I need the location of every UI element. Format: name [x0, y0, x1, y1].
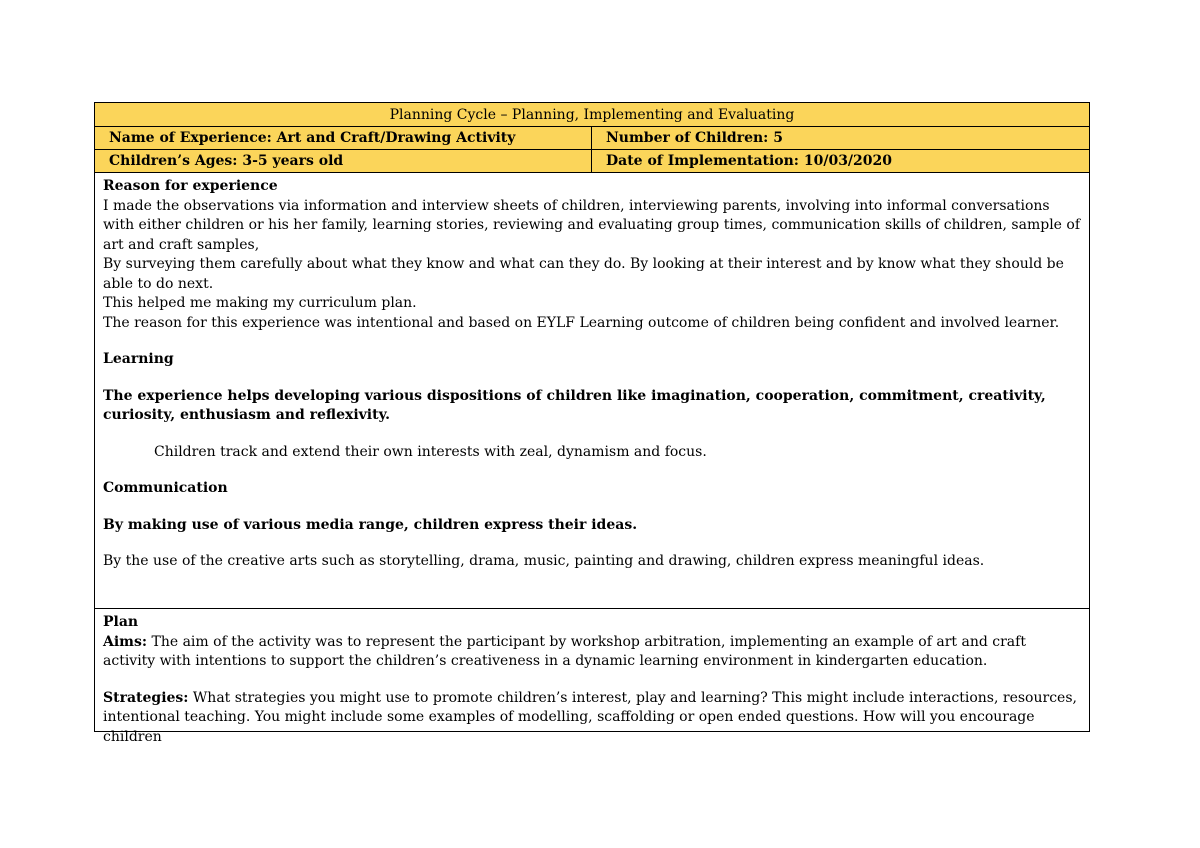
learning-heading: Learning	[103, 351, 174, 367]
experience-info-row	[95, 127, 1089, 150]
strategies-text: What strategies you might use to promote children’s interest, play and learning? This might include interactions, resources, intentional teaching. You might include some examples of modelling, scaffolding or open ended questions. How will you encourage children	[103, 689, 1077, 745]
reason-paragraph: By surveying them carefully about what they know and what can they do. By looking at their interest and by know what they should be able to do next.	[103, 256, 1064, 292]
aims-text: The aim of the activity was to represent the participant by workshop arbitration, implementing an example of art and craft activity with intentions to support the children’s creativeness in a dynamic learning environment in kindergarten education.	[103, 633, 1026, 669]
childrens-ages-cell: Children’s Ages: 3-5 years old	[95, 150, 592, 172]
communication-heading: Communication	[103, 480, 228, 496]
reason-paragraph: The reason for this experience was intentional and based on EYLF Learning outcome of children being confident and involved learner.	[103, 314, 1060, 331]
date-of-implementation-cell: Date of Implementation: 10/03/2020	[606, 153, 893, 169]
plan-strategies-paragraph	[103, 689, 1081, 748]
plan-section	[95, 609, 1089, 747]
reason-paragraph: This helped me making my curriculum plan.	[103, 295, 417, 311]
table-title: Planning Cycle – Planning, Implementing and Evaluating	[389, 106, 795, 123]
table-title-row	[95, 103, 1089, 127]
age-date-row	[95, 150, 1089, 173]
reason-paragraph: I made the observations via information and interview sheets of children, interviewing parents, involving into informal conversations with either children or his her family, learning stories, reviewing and evaluating group times, communication skills of children, sample of art and craft samples,	[103, 197, 1081, 253]
experience-name-cell: Name of Experience: Art and Craft/Drawing Activity	[95, 127, 592, 149]
learning-dispositions-text: The experience helps developing various dispositions of children like imagination, cooperation, commitment, creativity, curiosity, enthusiasm and reflexivity.	[103, 387, 1046, 423]
strategies-label: Strategies:	[103, 689, 189, 706]
aims-label: Aims:	[103, 633, 148, 650]
plan-heading: Plan	[103, 614, 139, 630]
plan-aims-paragraph	[103, 633, 1081, 672]
learning-interests-text: Children track and extend their own interests with zeal, dynamism and focus.	[154, 443, 707, 460]
reason-learning-section	[95, 173, 1089, 609]
reason-heading: Reason for experience	[103, 178, 278, 194]
number-of-children-cell: Number of Children: 5	[606, 130, 783, 146]
planning-cycle-table	[94, 102, 1090, 745]
communication-arts-text: By the use of the creative arts such as storytelling, drama, music, painting and drawing, children express meaningful ideas.	[103, 553, 985, 569]
communication-media-text: By making use of various media range, children express their ideas.	[103, 516, 638, 533]
